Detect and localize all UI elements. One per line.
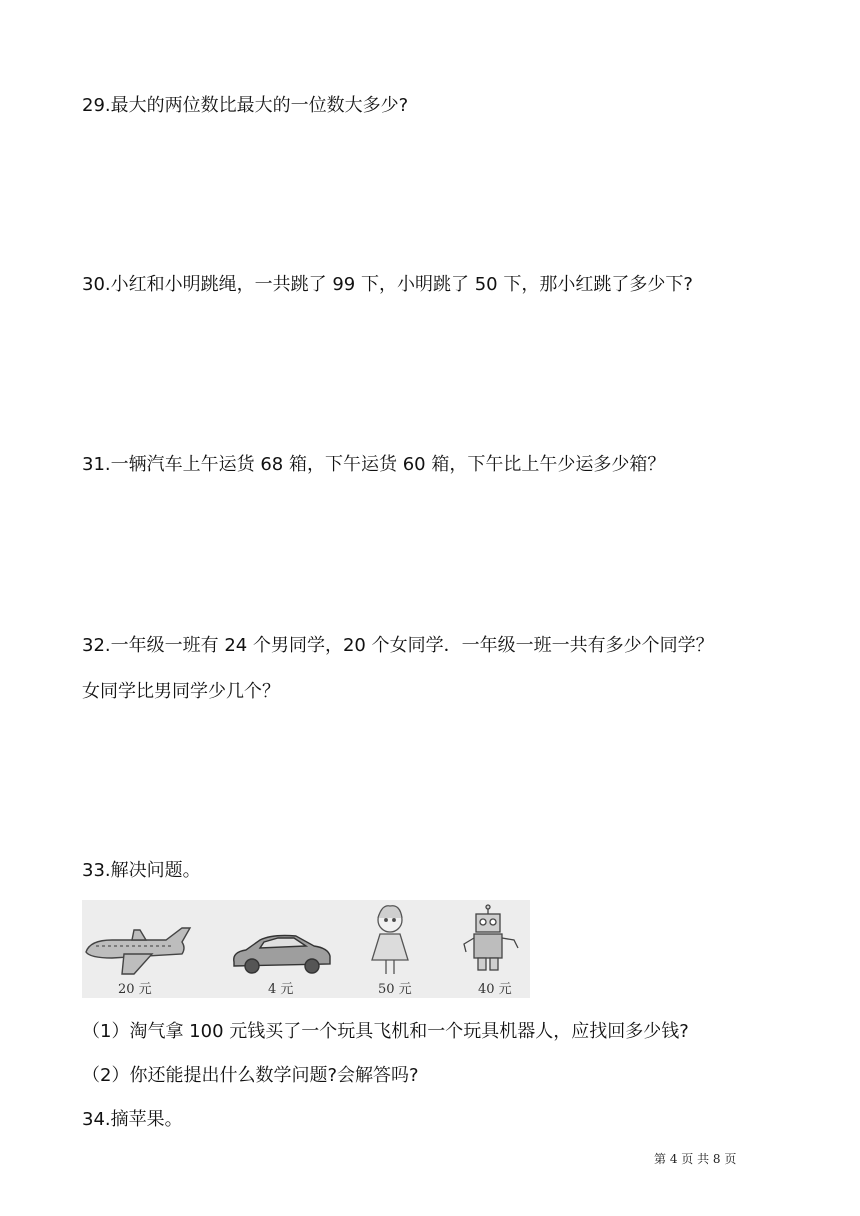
- doll-price: 50 元: [378, 982, 412, 997]
- page-footer: 第 4 页 共 8 页: [654, 1152, 737, 1166]
- question-34: 34.摘苹果。: [82, 1109, 183, 1130]
- question-32-line1: 32.一年级一班有 24 个男同学，20 个女同学．一年级一班一共有多少个同学？: [82, 635, 714, 656]
- question-29: 29.最大的两位数比最大的一位数大多少?: [82, 95, 409, 116]
- car-price: 4 元: [268, 982, 294, 997]
- robot-icon: [464, 905, 518, 970]
- question-30: 30.小红和小明跳绳，一共跳了 99 下，小明跳了 50 下，那小红跳了多少下?: [82, 274, 693, 295]
- question-31: 31.一辆汽车上午运货 68 箱，下午运货 60 箱，下午比上午少运多少箱？: [82, 454, 666, 475]
- airplane-price: 20 元: [118, 982, 152, 997]
- toy-price-figure: [82, 900, 530, 998]
- question-33-sub1: （1）淘气拿 100 元钱买了一个玩具飞机和一个玩具机器人，应找回多少钱?: [82, 1021, 689, 1042]
- car-icon: [234, 936, 330, 974]
- question-33-sub2: （2）你还能提出什么数学问题?会解答吗?: [82, 1065, 419, 1086]
- robot-price: 40 元: [478, 982, 512, 997]
- question-32-line2: 女同学比男同学少几个？: [82, 681, 280, 702]
- doll-icon: [372, 906, 408, 974]
- question-33: 33.解决问题。: [82, 860, 201, 881]
- airplane-icon: [86, 928, 190, 974]
